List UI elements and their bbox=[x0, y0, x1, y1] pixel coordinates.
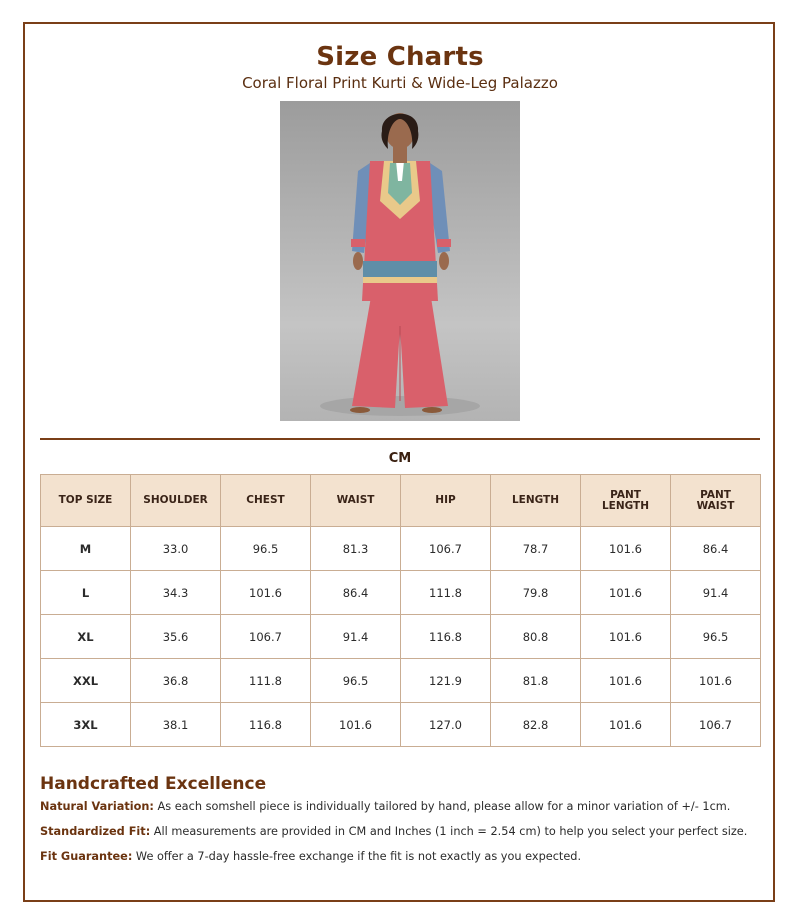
header-shoulder: SHOULDER bbox=[131, 475, 221, 527]
cell-shoulder: 38.1 bbox=[131, 703, 221, 747]
table-header-row bbox=[41, 475, 761, 527]
header-length: LENGTH bbox=[491, 475, 581, 527]
table-row bbox=[41, 659, 761, 703]
cell-hip: 121.9 bbox=[401, 659, 491, 703]
header-pant-waist: PANT WAIST bbox=[671, 475, 761, 527]
size-table bbox=[40, 474, 761, 747]
cell-hip: 106.7 bbox=[401, 527, 491, 571]
cell-waist: 81.3 bbox=[311, 527, 401, 571]
header-chest: CHEST bbox=[221, 475, 311, 527]
table-row bbox=[41, 703, 761, 747]
page-title: Size Charts bbox=[316, 42, 484, 72]
section-divider bbox=[40, 438, 760, 440]
cell-size: 3XL bbox=[41, 703, 131, 747]
cell-size: XL bbox=[41, 615, 131, 659]
cell-shoulder: 33.0 bbox=[131, 527, 221, 571]
note-text: We offer a 7-day hassle-free exchange if the fit is not exactly as you expected. bbox=[132, 850, 582, 863]
note-fit-guarantee bbox=[40, 850, 581, 863]
note-label: Fit Guarantee: bbox=[40, 850, 133, 863]
note-natural-variation bbox=[40, 800, 730, 813]
cell-pant-waist: 101.6 bbox=[671, 659, 761, 703]
cell-length: 78.7 bbox=[491, 527, 581, 571]
cell-pant-length: 101.6 bbox=[581, 659, 671, 703]
header-waist: WAIST bbox=[311, 475, 401, 527]
header-pant-length: PANT LENGTH bbox=[581, 475, 671, 527]
cell-shoulder: 35.6 bbox=[131, 615, 221, 659]
cell-pant-length: 101.6 bbox=[581, 571, 671, 615]
cell-length: 81.8 bbox=[491, 659, 581, 703]
cell-hip: 116.8 bbox=[401, 615, 491, 659]
cell-waist: 86.4 bbox=[311, 571, 401, 615]
cell-shoulder: 36.8 bbox=[131, 659, 221, 703]
header-hip: HIP bbox=[401, 475, 491, 527]
cell-pant-length: 101.6 bbox=[581, 703, 671, 747]
header-top-size: TOP SIZE bbox=[41, 475, 131, 527]
cell-hip: 127.0 bbox=[401, 703, 491, 747]
cell-chest: 106.7 bbox=[221, 615, 311, 659]
unit-label: CM bbox=[388, 451, 412, 466]
note-label: Natural Variation: bbox=[40, 800, 154, 813]
cell-pant-length: 101.6 bbox=[581, 615, 671, 659]
cell-waist: 96.5 bbox=[311, 659, 401, 703]
cell-pant-waist: 91.4 bbox=[671, 571, 761, 615]
cell-pant-waist: 86.4 bbox=[671, 527, 761, 571]
cell-chest: 96.5 bbox=[221, 527, 311, 571]
cell-pant-waist: 96.5 bbox=[671, 615, 761, 659]
cell-chest: 116.8 bbox=[221, 703, 311, 747]
cell-size: XXL bbox=[41, 659, 131, 703]
product-photo bbox=[280, 101, 520, 421]
cell-length: 82.8 bbox=[491, 703, 581, 747]
note-label: Standardized Fit: bbox=[40, 825, 151, 838]
section-heading: Handcrafted Excellence bbox=[40, 774, 267, 794]
table-row bbox=[41, 527, 761, 571]
cell-hip: 111.8 bbox=[401, 571, 491, 615]
table-row bbox=[41, 571, 761, 615]
cell-chest: 111.8 bbox=[221, 659, 311, 703]
cell-waist: 91.4 bbox=[311, 615, 401, 659]
note-text: All measurements are provided in CM and Inches (1 inch = 2.54 cm) to help you select your perfect size. bbox=[150, 825, 748, 838]
note-standardized-fit bbox=[40, 825, 747, 838]
page-subtitle: Coral Floral Print Kurti & Wide-Leg Palazzo bbox=[242, 74, 558, 92]
cell-size: M bbox=[41, 527, 131, 571]
cell-pant-length: 101.6 bbox=[581, 527, 671, 571]
cell-waist: 101.6 bbox=[311, 703, 401, 747]
cell-length: 80.8 bbox=[491, 615, 581, 659]
cell-length: 79.8 bbox=[491, 571, 581, 615]
cell-size: L bbox=[41, 571, 131, 615]
cell-pant-waist: 106.7 bbox=[671, 703, 761, 747]
note-text: As each somshell piece is individually tailored by hand, please allow for a minor variation of +/- 1cm. bbox=[153, 800, 731, 813]
cell-chest: 101.6 bbox=[221, 571, 311, 615]
table-row bbox=[41, 615, 761, 659]
cell-shoulder: 34.3 bbox=[131, 571, 221, 615]
